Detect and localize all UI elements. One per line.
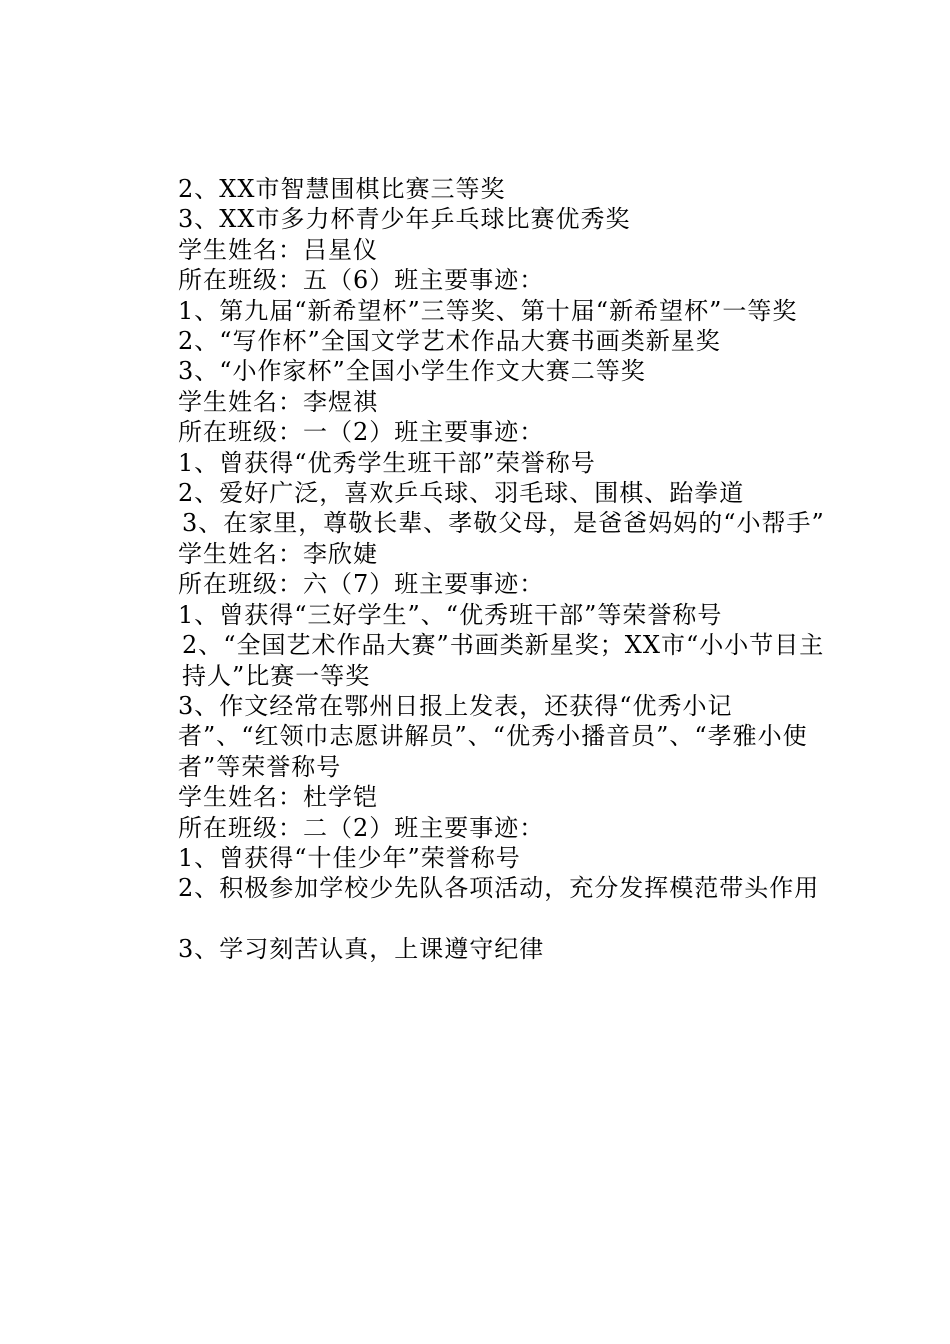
paragraph-line: 3、XX市多力杯青少年乒乓球比赛优秀奖: [178, 205, 631, 234]
student-name-line: 学生姓名：杜学铠: [178, 783, 378, 812]
class-line: 所在班级：五（6）班主要事迹：: [178, 266, 545, 295]
paragraph-line: 2、爱好广泛，喜欢乒乓球、羽毛球、围棋、跆拳道: [178, 479, 745, 508]
paragraph-line: 3、在家里，尊敬长辈、孝敬父母，是爸爸妈妈的“小帮手”: [182, 509, 825, 538]
paragraph-line: 1、第九届“新希望杯”三等奖、第十届“新希望杯”一等奖: [178, 296, 798, 325]
class-line: 所在班级：一（2）班主要事迹：: [178, 418, 545, 447]
paragraph-line: 3、“小作家杯”全国小学生作文大赛二等奖: [178, 357, 646, 386]
student-name-line: 学生姓名：李煜祺: [178, 387, 378, 416]
paragraph-spacer: [128, 904, 832, 934]
paragraph-line: 2、XX市智慧围棋比赛三等奖: [178, 175, 506, 203]
student-name-line: 学生姓名：李欣婕: [178, 539, 378, 568]
paragraph-line: 3、作文经常在鄂州日报上发表，还获得“优秀小记者”、“红领巾志愿讲解员”、“优秀小播音员”、“孝雅小使者”等荣誉称号: [178, 691, 808, 781]
paragraph-line: 3、学习刻苦认真，上课遵守纪律: [178, 934, 545, 963]
paragraph-line: 1、曾获得“十佳少年”荣誉称号: [178, 843, 521, 872]
student-name-line: 学生姓名：吕星仪: [178, 235, 378, 264]
paragraph-line: 2、积极参加学校少先队各项活动，充分发挥模范带头作用: [178, 874, 820, 903]
class-line: 所在班级：六（7）班主要事迹：: [178, 570, 545, 599]
paragraph-line: 1、曾获得“优秀学生班干部”荣誉称号: [178, 448, 596, 477]
class-line: 所在班级：二（2）班主要事迹：: [178, 813, 545, 842]
paragraph-line: 2、“写作杯”全国文学艺术作品大赛书画类新星奖: [178, 327, 721, 356]
paragraph-line: 1、曾获得“三好学生”、“优秀班干部”等荣誉称号: [178, 600, 723, 629]
document-body: [128, 174, 832, 964]
paragraph-line: 2、“全国艺术作品大赛”书画类新星奖；XX市“小小节目主持人”比赛一等奖: [182, 631, 825, 690]
